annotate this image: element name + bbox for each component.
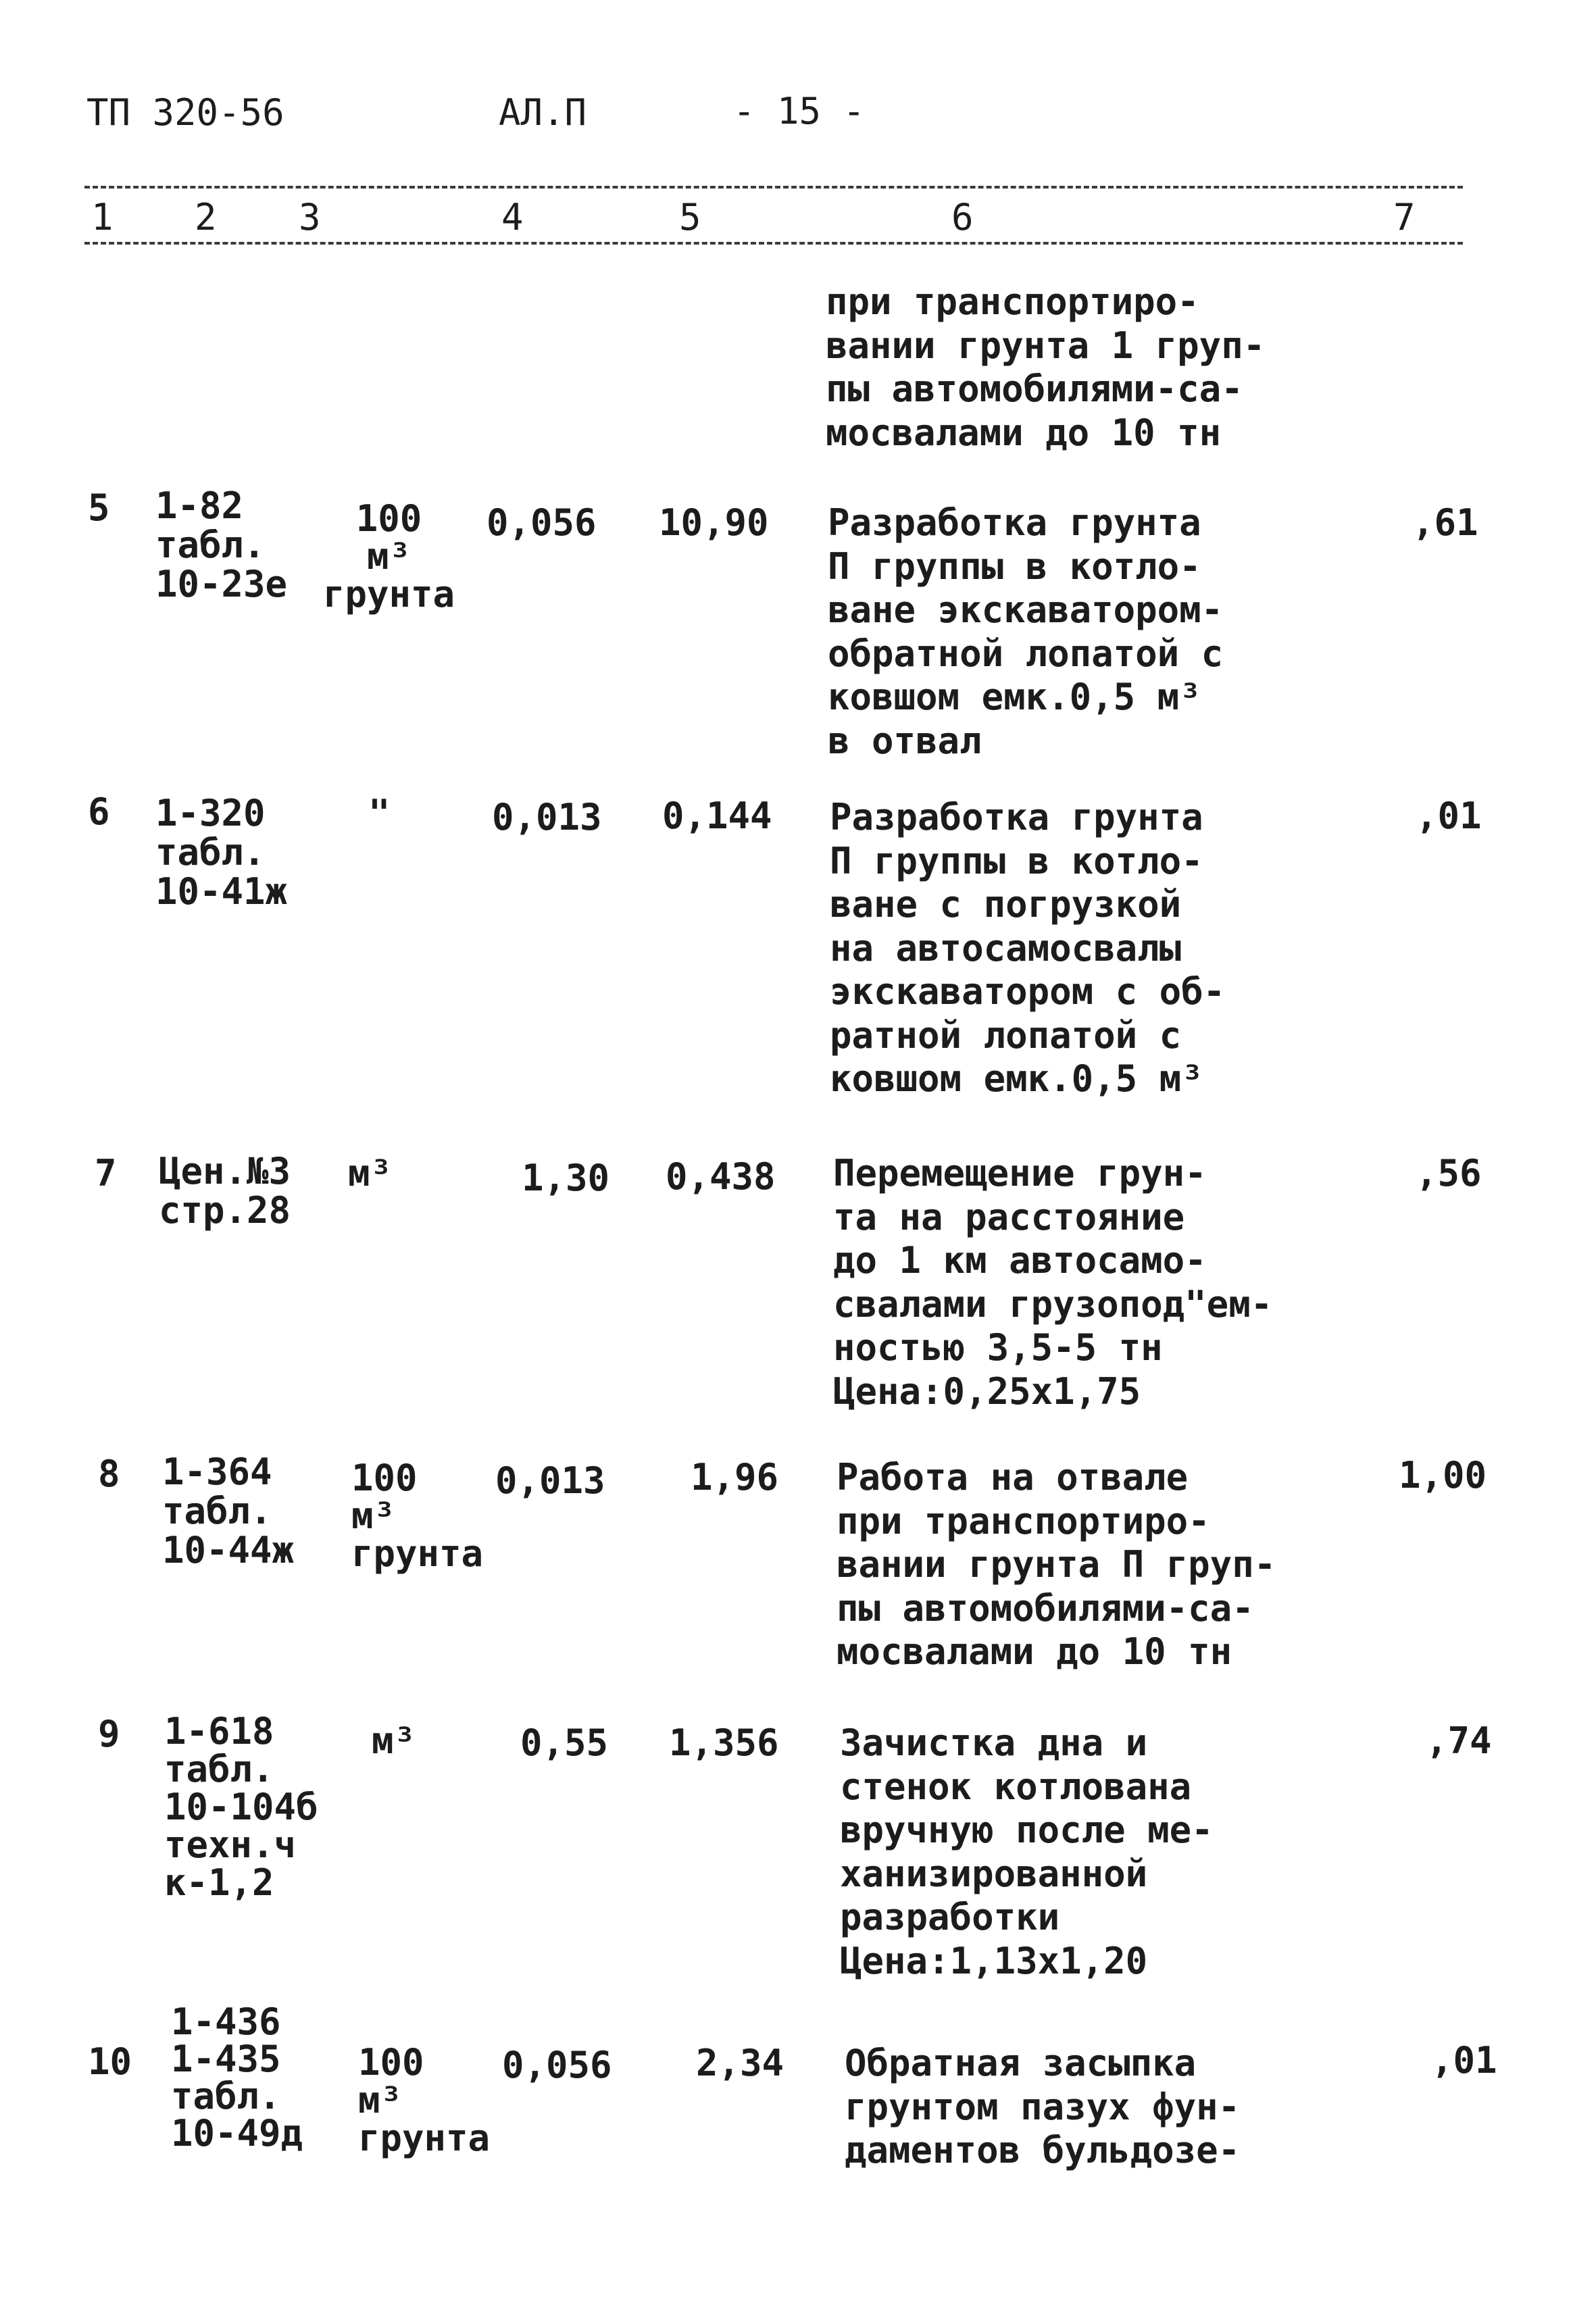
column-header-6: 6 (951, 196, 974, 238)
row-5-code: 1-82 табл. 10-23е (155, 484, 288, 605)
row-9-total: ,74 (1426, 1719, 1492, 1762)
row-9-description: Зачистка дна и стенок котлована вручную после ме- ханизированной разработки Цена:1,13х1,20 (840, 1721, 1214, 1982)
row-8-total: 1,00 (1399, 1454, 1487, 1496)
row-5-description: Разработка грунта П группы в котло- ване экскаватором- обратной лопатой с ковшом емк.0,5 м³ в отвал (828, 501, 1224, 762)
column-header-2: 2 (195, 196, 217, 238)
row-10-total: ,01 (1431, 2039, 1497, 2082)
row-7-code: Цен.№3 стр.28 (159, 1150, 291, 1232)
row-8-number: 8 (98, 1453, 120, 1495)
row-5-price: 10,90 (659, 501, 769, 544)
row-10-quantity: 0,056 (502, 2044, 612, 2086)
row-9-quantity: 0,55 (520, 1721, 609, 1764)
row-6-unit: " (368, 792, 391, 834)
row-7-price: 0,438 (666, 1155, 776, 1198)
row-7-unit: м³ (348, 1152, 393, 1194)
page-number: - 15 - (733, 90, 866, 132)
row-8-description: Работа на отвале при транспортиро- вании грунта П груп- пы автомобилями-са- мосвалами до 10 тн (837, 1456, 1276, 1673)
row-6-number: 6 (88, 790, 110, 833)
row-10-code: 1-436 1-435 табл. 10-49д (171, 2001, 303, 2155)
row-6-description: Разработка грунта П группы в котло- ване с погрузкой на автосамосвалы экскаватором с об- ратной лопатой с ковшом емк.0,5 м³ (830, 796, 1226, 1100)
column-header-5: 5 (679, 196, 701, 238)
row-5-unit (323, 497, 455, 615)
row-10-price: 2,34 (696, 2042, 784, 2084)
row-6-price: 0,144 (662, 795, 772, 837)
row-8-price: 1,96 (691, 1456, 779, 1499)
row-7-total: ,56 (1416, 1152, 1482, 1194)
row-7-quantity: 1,30 (522, 1157, 610, 1199)
row-5-unit-text: 100 м³ грунта (323, 497, 455, 615)
continued-description: при транспортиро- вании грунта 1 груп- пы автомобилями-са- мосвалами до 10 тн (826, 280, 1266, 454)
row-5-total: ,61 (1412, 501, 1478, 544)
column-header-4: 4 (501, 196, 524, 238)
row-10-unit: 100 м³ грунта (358, 2041, 491, 2159)
row-6-quantity: 0,013 (492, 796, 602, 838)
row-9-code: 1-618 табл. 10-104б техн.ч к-1,2 (164, 1710, 318, 1904)
row-8-code: 1-364 табл. 10-44ж (162, 1451, 295, 1571)
row-10-description: Обратная засыпка грунтом пазух фун- даментов бульдозе- (845, 2042, 1241, 2171)
row-10-number: 10 (88, 2040, 132, 2083)
row-9-unit: м³ (372, 1719, 416, 1762)
row-9-price: 1,356 (669, 1721, 779, 1764)
column-header-1: 1 (91, 196, 114, 238)
document-code: ТП 320-56 (86, 91, 284, 134)
album-number: АЛ.П (499, 91, 587, 134)
column-header-3: 3 (299, 196, 321, 238)
row-6-total: ,01 (1416, 795, 1482, 837)
row-5-quantity: 0,056 (487, 501, 597, 544)
row-7-description: Перемещение грун- та на расстояние до 1 км автосамо- свалами грузопод"ем- ностью 3,5-5 тн Цена:0,25х1,75 (833, 1152, 1273, 1413)
row-6-code: 1-320 табл. 10-41ж (155, 792, 288, 913)
header-rule-top (84, 186, 1463, 188)
row-7-number: 7 (95, 1152, 117, 1194)
header-rule-bottom (84, 242, 1463, 245)
row-5-number: 5 (88, 486, 110, 529)
row-8-quantity: 0,013 (495, 1459, 605, 1502)
column-header-7: 7 (1393, 196, 1416, 238)
row-8-unit: 100 м³ грунта (351, 1457, 484, 1575)
row-9-number: 9 (98, 1713, 120, 1755)
